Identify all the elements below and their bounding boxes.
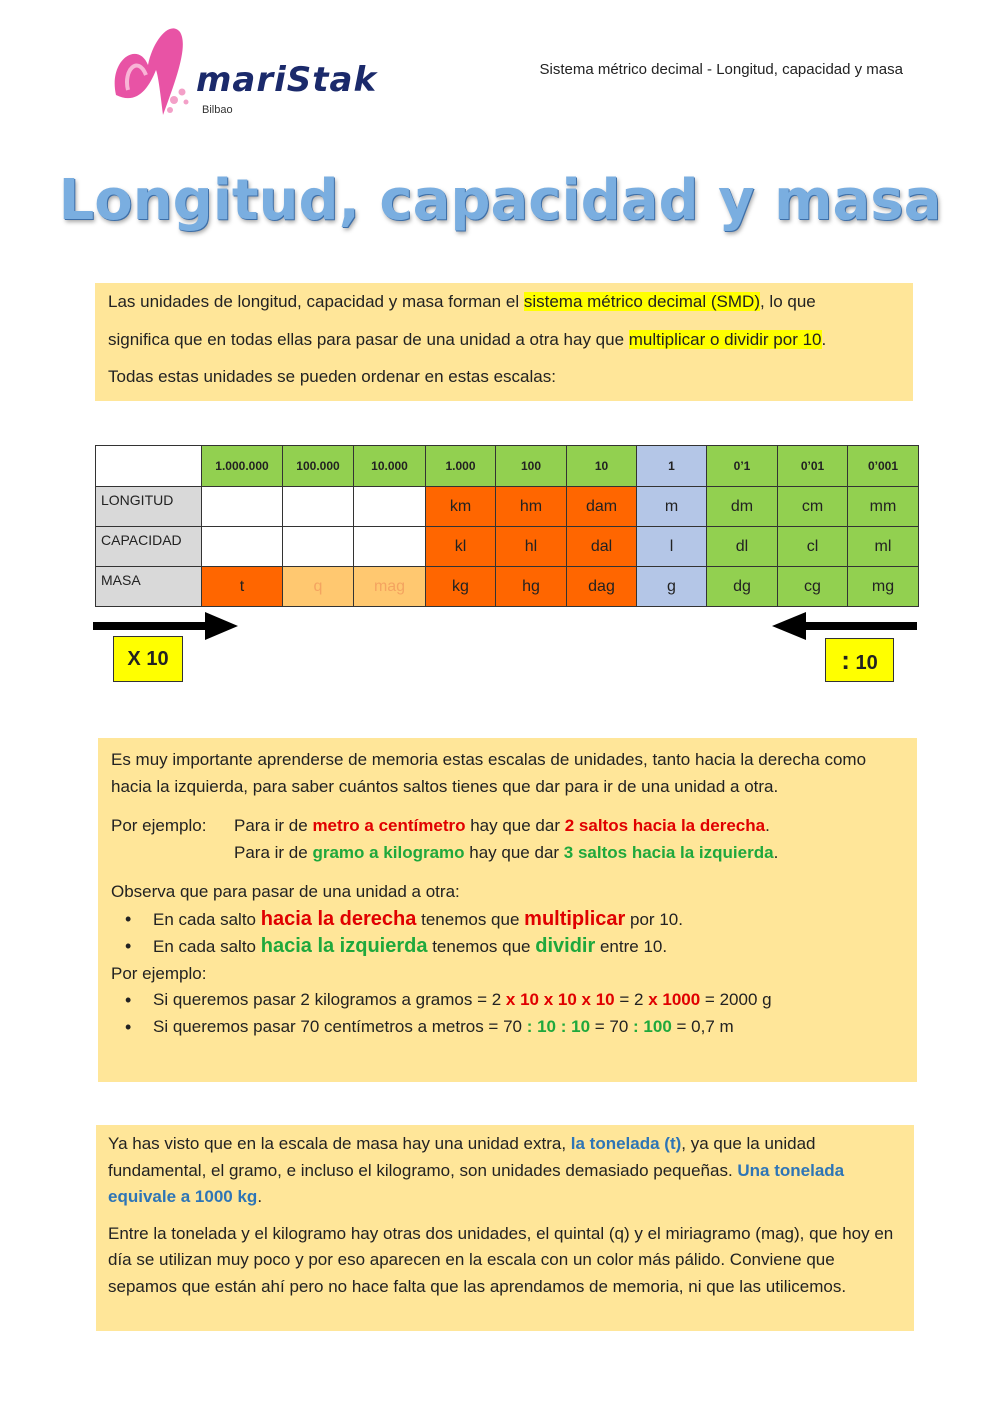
unit-cell: km	[426, 487, 496, 527]
table-row-longitud	[96, 487, 919, 527]
logo-wordmark: mariStak	[196, 60, 378, 100]
unit-cell: kl	[426, 527, 496, 567]
row-label: LONGITUD	[96, 487, 202, 527]
table-corner	[96, 446, 202, 487]
unit-cell: dl	[707, 527, 778, 567]
unit-cell	[202, 487, 283, 527]
unit-cell: dag	[567, 567, 637, 607]
unit-cell: t	[202, 567, 283, 607]
multiply-label: X 10	[113, 636, 183, 682]
unit-cell: dm	[707, 487, 778, 527]
tonelada-paragraph-1: Ya has visto que en la escala de masa hay una unidad extra, la tonelada (t), ya que la unidad fundamental, el gramo, e incluso el kilogramo, son unidades demasiado pequeñas. Una tonelada equivale a 1000 kg.	[108, 1134, 845, 1206]
header-cell: 1	[637, 446, 707, 487]
tonelada-box	[96, 1125, 914, 1331]
logo-city: Bilbao	[202, 104, 233, 116]
intro-line-2: significa que en todas ellas para pasar de una unidad a otra hay que multiplicar o dividir por 10.	[108, 329, 827, 349]
conversion-kg-g: • Si queremos pasar 2 kilogramos a gramos = 2 x 10 x 10 x 10 = 2 x 1000 = 2000 g	[153, 987, 917, 1014]
unit-cell: ml	[848, 527, 919, 567]
divide-number: 10	[855, 652, 878, 674]
conversion-cm-m: • Si queremos pasar 70 centímetros a metros = 70 : 10 : 10 = 70 : 100 = 0,7 m	[153, 1014, 917, 1041]
unit-cell	[354, 487, 426, 527]
unit-cell: hm	[496, 487, 567, 527]
table-row-masa	[96, 567, 919, 607]
intro-box	[95, 283, 913, 401]
unit-cell	[283, 527, 354, 567]
divide-colon: :	[841, 645, 850, 675]
unit-cell: hg	[496, 567, 567, 607]
unit-cell: g	[637, 567, 707, 607]
unit-cell	[202, 527, 283, 567]
header-cell: 0’001	[848, 446, 919, 487]
rules-list	[111, 906, 917, 961]
table-row-capacidad	[96, 527, 919, 567]
examples-label-2: Por ejemplo:	[111, 963, 207, 983]
explain-paragraph: Es muy importante aprenderse de memoria estas escalas de unidades, tanto hacia la derecha como hacia la izquierda, para saber cuántos saltos tienes que dar para ir de una unidad a otra.	[111, 750, 867, 796]
units-scale-table	[95, 445, 919, 607]
unit-cell: mag	[354, 567, 426, 607]
header-subtitle: Sistema métrico decimal - Longitud, capacidad y masa	[539, 61, 903, 78]
row-label: MASA	[96, 567, 202, 607]
unit-cell: hl	[496, 527, 567, 567]
unit-cell: dal	[567, 527, 637, 567]
row-label: CAPACIDAD	[96, 527, 202, 567]
example-line-1: Para ir de metro a centímetro hay que dar 2 saltos hacia la derecha.	[234, 816, 770, 835]
highlight-smd: sistema métrico decimal (SMD)	[523, 292, 760, 311]
divide-label	[825, 638, 894, 682]
page-title: Longitud, capacidad y masa	[58, 168, 942, 233]
header-cell: 0’01	[778, 446, 848, 487]
tonelada-paragraph-2: Entre la tonelada y el kilogramo hay otras dos unidades, el quintal (q) y el miriagramo (mag), que hoy en día se utilizan muy poco y por eso aparecen en la escala con un color más pálido. Conviene que sepamos que están ahí pero no hace falta que las aprendamos de memoria, ni que las utilicemos.	[108, 1223, 894, 1296]
unit-cell: cm	[778, 487, 848, 527]
unit-cell: cl	[778, 527, 848, 567]
unit-cell: mm	[848, 487, 919, 527]
header-cell: 1.000	[426, 446, 496, 487]
header-cell: 10.000	[354, 446, 426, 487]
header-cell: 100.000	[283, 446, 354, 487]
unit-cell: dam	[567, 487, 637, 527]
rule-left: • En cada salto hacia la izquierda tenemos que dividir entre 10.	[153, 933, 917, 961]
unit-cell: m	[637, 487, 707, 527]
table-header-row	[96, 446, 919, 487]
intro-line-3: Todas estas unidades se pueden ordenar en estas escalas:	[108, 367, 556, 386]
conversion-examples	[111, 987, 917, 1040]
unit-cell: q	[283, 567, 354, 607]
rule-right: • En cada salto hacia la derecha tenemos que multiplicar por 10.	[153, 906, 917, 934]
unit-cell: mg	[848, 567, 919, 607]
unit-cell: l	[637, 527, 707, 567]
header-cell: 1.000.000	[202, 446, 283, 487]
header-cell: 10	[567, 446, 637, 487]
observation-line: Observa que para pasar de una unidad a otra:	[111, 882, 460, 901]
intro-line-1: Las unidades de longitud, capacidad y masa forman el sistema métrico decimal (SMD), lo que	[108, 292, 816, 311]
header-cell: 100	[496, 446, 567, 487]
explanation-box	[98, 738, 917, 1082]
unit-cell: dg	[707, 567, 778, 607]
highlight-multiplicar: multiplicar o dividir por 10	[628, 329, 822, 349]
unit-cell	[283, 487, 354, 527]
unit-cell	[354, 527, 426, 567]
example-line-2: Para ir de gramo a kilogramo hay que dar 3 saltos hacia la izquierda.	[234, 842, 779, 862]
header-cell: 0’1	[707, 446, 778, 487]
examples-block	[111, 813, 917, 866]
unit-cell: kg	[426, 567, 496, 607]
unit-cell: cg	[778, 567, 848, 607]
examples-label: Por ejemplo:	[111, 816, 207, 835]
